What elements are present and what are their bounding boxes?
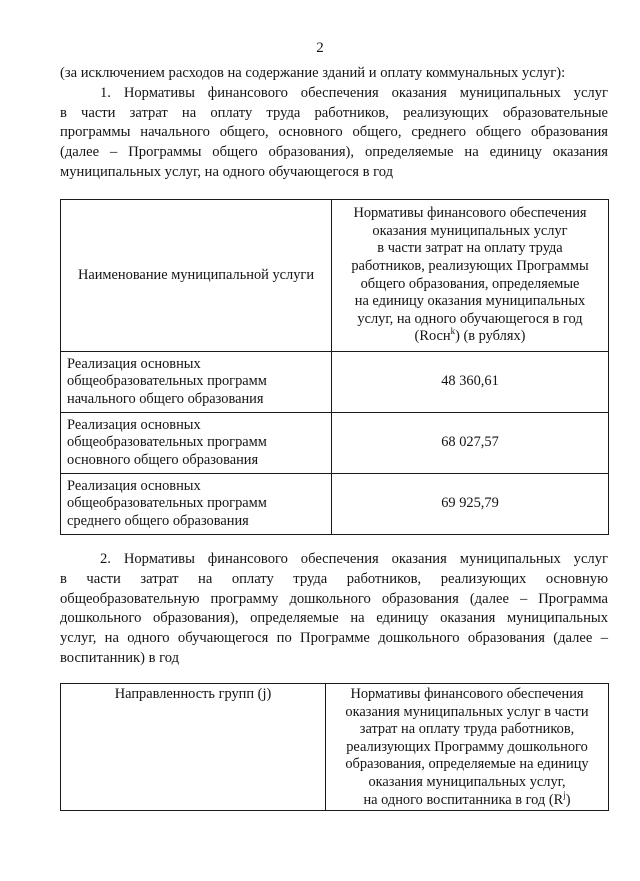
text-line: (далее – Программы общего образования), определяемые на единицу оказания bbox=[60, 144, 608, 161]
header-line: работников, реализующих Программы bbox=[351, 257, 589, 274]
text-line: муниципальных услуг, на одного обучающегося в год bbox=[60, 163, 394, 180]
cell-line: общеобразовательных программ bbox=[67, 495, 267, 512]
norms-table-general-education bbox=[60, 199, 609, 535]
formula-unit: ) (в рублях) bbox=[455, 328, 526, 345]
header-line: на единицу оказания муниципальных bbox=[354, 293, 586, 310]
norms-table-preschool bbox=[60, 683, 609, 811]
text-line: программы начального общего, основного общего, среднего общего образования bbox=[60, 124, 608, 141]
header-line: общего образования, определяемые bbox=[360, 275, 580, 292]
service-name-cell bbox=[61, 352, 332, 413]
service-name-cell bbox=[61, 474, 332, 535]
cell-line: Реализация основных bbox=[67, 477, 201, 494]
formula-end: ) bbox=[565, 791, 571, 808]
cell-line: общеобразовательных программ bbox=[67, 373, 267, 390]
header-norms bbox=[326, 684, 609, 811]
table-row bbox=[61, 413, 609, 474]
header-line: оказания муниципальных услуг, bbox=[368, 773, 566, 790]
header-line: затрат на оплату труда работников, bbox=[359, 721, 575, 738]
formula-superscript: j bbox=[563, 789, 566, 800]
formula-superscript: k bbox=[450, 326, 456, 337]
norm-value-cell: 68 027,57 bbox=[332, 413, 609, 474]
section-2-paragraph bbox=[60, 550, 608, 669]
header-norms bbox=[332, 200, 609, 352]
header-line: Нормативы финансового обеспечения bbox=[353, 205, 587, 222]
page-number: 2 bbox=[316, 40, 324, 56]
text-line: в части затрат на оплату труда работников, реализующих образовательные bbox=[60, 104, 608, 121]
header-line: реализующих Программу дошкольного bbox=[346, 738, 588, 755]
cell-line: Реализация основных bbox=[67, 355, 201, 372]
header-service-name: Наименование муниципальной услуги bbox=[61, 200, 332, 352]
table-header-row bbox=[61, 200, 609, 352]
header-line: оказания муниципальных услуг bbox=[372, 222, 568, 239]
text-line: 2. Нормативы финансового обеспечения оказания муниципальных услуг bbox=[100, 551, 608, 567]
norm-value-cell: 69 925,79 bbox=[332, 474, 609, 535]
text-line: дошкольного образования), определяемые на единицу оказания муниципальных bbox=[60, 610, 608, 627]
text-line: общеобразовательную программу дошкольного образования (далее – Программа bbox=[60, 590, 608, 607]
service-name-cell bbox=[61, 413, 332, 474]
cell-line: начального общего образования bbox=[67, 390, 264, 407]
table-row bbox=[61, 474, 609, 535]
header-group-orientation: Направленность групп (j) bbox=[61, 684, 326, 811]
text-line: услуг, на одного обучающегося по Программе дошкольного образования (далее – bbox=[60, 630, 608, 647]
table-header-row bbox=[61, 684, 609, 811]
formula-text: на одного воспитанника в год (R bbox=[363, 791, 564, 808]
header-line: в части затрат на оплату труда bbox=[377, 240, 563, 257]
header-line-formula bbox=[332, 789, 602, 810]
norm-value-cell: 48 360,61 bbox=[332, 352, 609, 413]
cell-line: среднего общего образования bbox=[67, 512, 249, 529]
header-line: Нормативы финансового обеспечения bbox=[350, 686, 584, 702]
text-line: (за исключением расходов на содержание зданий и оплату коммунальных услуг): bbox=[60, 65, 566, 81]
header-line: оказания муниципальных услуг в части bbox=[345, 703, 589, 720]
header-line: образования, определяемые на единицу bbox=[345, 756, 589, 773]
text-line: воспитанник) в год bbox=[60, 649, 180, 666]
header-line-formula bbox=[338, 328, 602, 346]
formula-symbol: (Rосн bbox=[414, 328, 451, 345]
text-line: в части затрат на оплату труда работников, реализующих основную bbox=[60, 570, 608, 587]
cell-line: Реализация основных bbox=[67, 416, 201, 433]
intro-paragraph bbox=[60, 64, 608, 183]
header-line: услуг, на одного обучающегося в год bbox=[357, 310, 583, 327]
table-row bbox=[61, 352, 609, 413]
cell-line: основного общего образования bbox=[67, 451, 259, 468]
text-line: 1. Нормативы финансового обеспечения оказания муниципальных услуг bbox=[100, 84, 608, 101]
cell-line: общеобразовательных программ bbox=[67, 434, 267, 451]
